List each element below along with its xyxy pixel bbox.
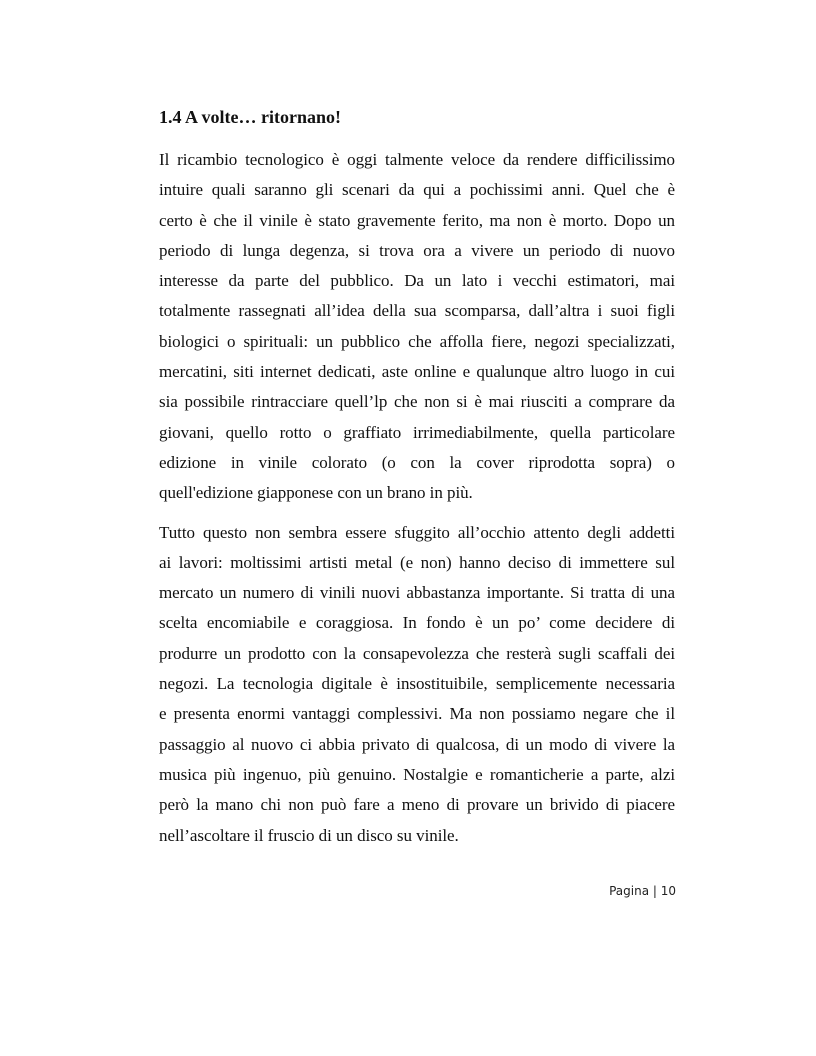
text-line: produrre un prodotto con la consapevolezza che resterà sugli scaffali dei [159,643,675,663]
text-line: ai lavori: moltissimi artisti metal (e non) hanno deciso di immettere sul [159,552,675,572]
paragraph-1 [159,145,675,509]
paragraph-2 [159,518,675,851]
page-number-footer: Pagina | 10 [609,884,676,898]
text-line: e presenta enormi vantaggi complessivi. Ma non possiamo negare che il [159,704,675,724]
text-line: quell'edizione giapponese con un brano in più. [159,483,473,503]
text-line: Il ricambio tecnologico è oggi talmente veloce da rendere difficilissimo [159,150,675,169]
text-line: mercato un numero di vinili nuovi abbastanza importante. Si tratta di una [159,583,675,603]
text-line: però la mano chi non può fare a meno di provare un brivido di piacere [159,795,675,815]
text-line: negozi. La tecnologia digitale è insostituibile, semplicemente necessaria [159,674,675,694]
text-line: nell’ascoltare il fruscio di un disco su vinile. [159,825,459,845]
text-line: edizione in vinile colorato (o con la cover riprodotta sopra) o [159,452,675,472]
text-line: Tutto questo non sembra essere sfuggito all’occhio attento degli addetti [159,522,675,542]
text-line: giovani, quello rotto o graffiato irrimediabilmente, quella particolare [159,422,675,442]
page-content [159,106,675,860]
text-line: passaggio al nuovo ci abbia privato di qualcosa, di un modo di vivere la [159,734,675,754]
text-line: interesse da parte del pubblico. Da un lato i vecchi estimatori, mai [159,271,675,291]
text-line: totalmente rassegnati all’idea della sua scomparsa, dall’altra i suoi figli [159,301,675,321]
text-line: mercatini, siti internet dedicati, aste online e qualunque altro luogo in cui [159,362,675,382]
text-line: scelta encomiabile e coraggiosa. In fondo è un po’ come decidere di [159,613,675,633]
text-line: sia possibile rintracciare quell’lp che non si è mai riusciti a comprare da [159,392,675,412]
text-line: musica più ingenuo, più genuino. Nostalgie e romanticherie a parte, alzi [159,764,675,784]
text-line: biologici o spirituali: un pubblico che affolla fiere, negozi specializzati, [159,331,675,351]
text-line: periodo di lunga degenza, si trova ora a vivere un periodo di nuovo [159,240,675,260]
text-line: certo è che il vinile è stato gravemente ferito, ma non è morto. Dopo un [159,210,675,230]
text-line: intuire quali saranno gli scenari da qui a pochissimi anni. Quel che è [159,180,675,200]
section-title: 1.4 A volte… ritornano! [159,107,341,127]
